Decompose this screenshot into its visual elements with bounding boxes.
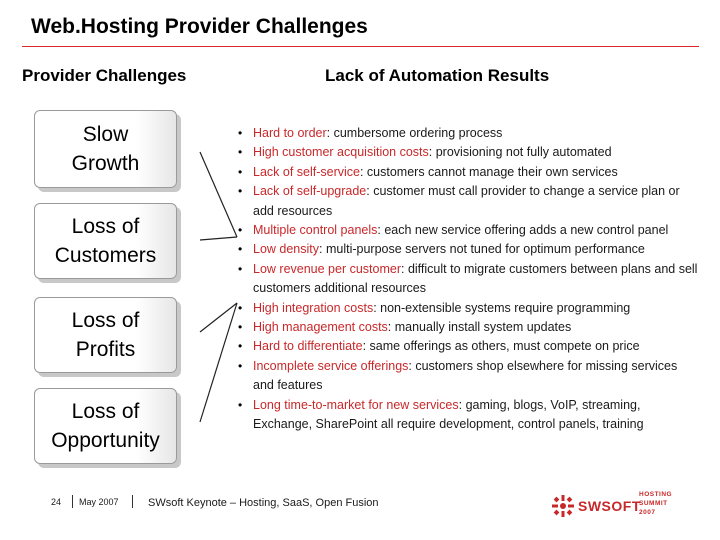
bullet-text: : customer must call provider to change a service plan or add resources: [253, 184, 680, 218]
bullet-text: : customers shop elsewhere for missing services and features: [253, 358, 678, 393]
bullet-text: : gaming, blogs, VoIP, streaming, Exchange, SharePoint all require development, control panels, training: [253, 397, 644, 432]
challenge-label: Slow Growth: [71, 123, 140, 175]
challenge-box-loss-of-profits: [34, 297, 177, 373]
page-number: 24: [51, 497, 62, 507]
list-item: [237, 357, 699, 396]
bullet-lead: Low revenue per customer: [253, 261, 401, 276]
bullet-text: : each new service offering adds a new control panel: [377, 223, 669, 238]
list-item: [237, 143, 699, 162]
footer-talk-title: SWsoft Keynote – Hosting, SaaS, Open Fusion: [148, 497, 379, 509]
connector-slow-growth: [200, 152, 237, 237]
list-item: [237, 221, 699, 240]
footer-date: May 2007: [79, 497, 119, 507]
bullet-lead: Incomplete service offerings: [253, 358, 409, 373]
challenge-box-slow-growth: [34, 110, 177, 188]
footer-separator: [72, 495, 73, 508]
bullet-text: : difficult to migrate customers between plans and sell customers additional resources: [253, 261, 698, 296]
summit-line: HOSTING: [639, 491, 673, 498]
bullet-icon: •: [238, 320, 243, 335]
challenge-box-loss-of-opportunity: [34, 388, 177, 464]
bullet-lead: Long time-to-market for new services: [253, 397, 459, 412]
bullet-lead: High integration costs: [253, 300, 374, 315]
list-item: [237, 337, 699, 356]
bullet-icon: •: [238, 397, 243, 412]
bullet-icon: •: [238, 261, 243, 276]
challenge-label: Loss of Profits: [71, 309, 140, 361]
challenge-box-loss-of-customers: [34, 203, 177, 279]
automation-results-list: [237, 124, 699, 435]
bullet-lead: Hard to differentiate: [253, 339, 363, 354]
right-column-heading: Lack of Automation Results: [325, 66, 550, 85]
swsoft-logo: [551, 494, 641, 518]
connector-loss-of-profits: [200, 303, 237, 332]
bullet-icon: •: [238, 358, 243, 373]
bullet-text: : same offerings as others, must compete on price: [362, 339, 640, 354]
bullet-text: : cumbersome ordering process: [326, 126, 503, 140]
bullet-icon: •: [238, 164, 243, 179]
title-divider: [22, 46, 699, 47]
bullet-lead: Hard to order: [253, 126, 327, 140]
list-item: [237, 163, 699, 182]
list-item: [237, 299, 699, 318]
bullet-icon: •: [238, 145, 243, 160]
bullet-text: : provisioning not fully automated: [428, 145, 612, 160]
logo-wordmark: SWSOFT: [578, 498, 641, 514]
bullet-text: : non-extensible systems require programming: [373, 300, 631, 315]
footer-separator: [132, 495, 133, 508]
list-item: [237, 182, 699, 221]
list-item: [237, 396, 699, 435]
list-item: [237, 124, 699, 143]
bullet-icon: •: [238, 242, 243, 257]
connector-loss-of-opportunity: [200, 303, 237, 422]
connector-loss-of-customers: [200, 237, 237, 240]
summit-line: 2007: [639, 509, 656, 516]
bullet-icon: •: [238, 339, 243, 354]
hosting-summit-badge: [639, 490, 672, 517]
bullet-text: : customers cannot manage their own services: [359, 164, 618, 179]
bullet-lead: High customer acquisition costs: [253, 145, 429, 160]
bullet-lead: Lack of self-service: [253, 164, 360, 179]
list-item: [237, 240, 699, 259]
bullet-icon: •: [238, 223, 243, 238]
summit-line: SUMMIT: [639, 500, 668, 507]
bullet-icon: •: [238, 126, 243, 140]
bullet-lead: Multiple control panels: [253, 223, 378, 238]
slide-title: Web.Hosting Provider Challenges: [31, 15, 368, 38]
bullet-text: : manually install system updates: [387, 320, 572, 335]
bullet-lead: Lack of self-upgrade: [253, 184, 367, 199]
left-column-heading: Provider Challenges: [22, 66, 187, 85]
bullet-text: : multi-purpose servers not tuned for optimum performance: [319, 242, 645, 257]
bullet-lead: High management costs: [253, 320, 388, 335]
bullet-lead: Low density: [253, 242, 320, 257]
list-item: [237, 318, 699, 337]
list-item: [237, 260, 699, 299]
bullet-icon: •: [238, 184, 243, 199]
bullet-icon: •: [238, 300, 243, 315]
challenge-label: Loss of Opportunity: [51, 400, 160, 452]
challenge-label: Loss of Customers: [54, 215, 157, 267]
swsoft-logo-icon: [551, 494, 575, 518]
